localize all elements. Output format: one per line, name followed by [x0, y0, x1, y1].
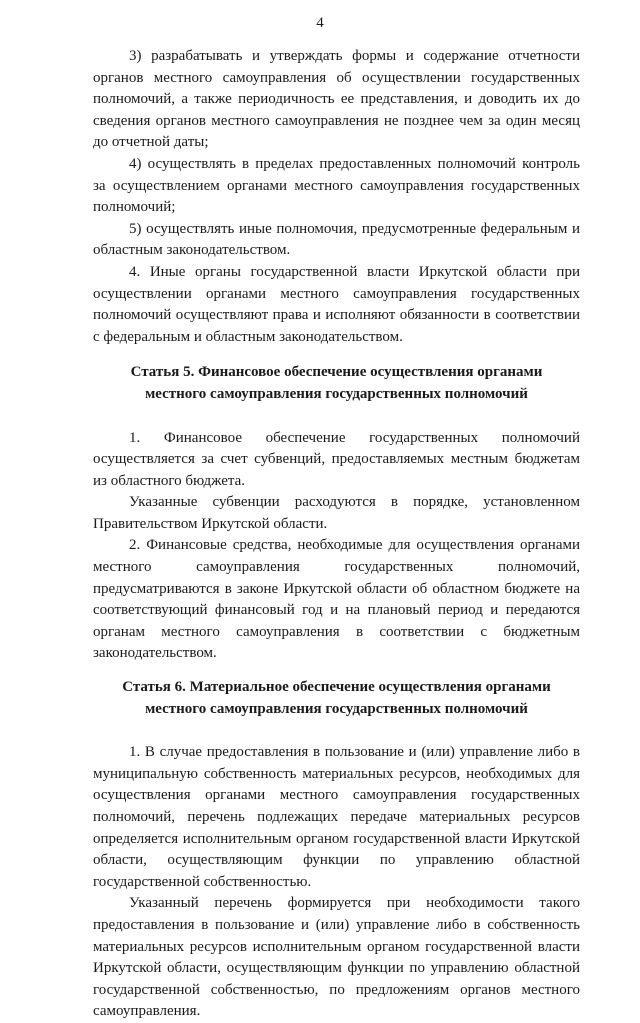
paragraph-section-4-other-bodies: 4. Иные органы государственной власти Иркутской области при осуществлении органами местного самоуправления государственных полномочий осуществляют права и исполняют обязанности в соответствии с федеральным и областным законодательством. — [93, 263, 580, 345]
article-5-heading: Статья 5. Финансовое обеспечение осуществления органами местного самоуправления государственных полномочий — [130, 364, 543, 402]
paragraph-article-5-point-1: 1. Финансовое обеспечение государственных полномочий осуществляется за счет субвенций, предоставляемых местным бюджетам из областного бюджета. — [93, 429, 580, 489]
paragraph-article-5-subventions: Указанные субвенции расходуются в порядке, установленном Правительством Иркутской области. — [93, 494, 580, 532]
article-6-heading: Статья 6. Материальное обеспечение осуществления органами местного самоуправления государственных полномочий — [122, 679, 551, 717]
paragraph-item-4-control: 4) осуществлять в пределах предоставленных полномочий контроль за осуществлением органами местного самоуправления государственных полномочий; — [93, 155, 580, 216]
paragraph-item-3-reporting-forms: 3) разрабатывать и утверждать формы и содержание отчетности органов местного самоуправления об осуществлении государственных полномочий, а также периодичность ее представления, и доводить их до сведения органов местного самоуправления не позднее чем за один месяц до отчетной даты; — [93, 48, 580, 151]
page-number: 4 — [316, 15, 324, 31]
paragraph-article-5-point-2: 2. Финансовые средства, необходимые для осуществления органами местного самоуправления государственных полномочий, предусматриваются в законе Иркутской области об областном бюджете на соответствующий финансовый год и на плановый период и передаются органам местного самоуправления в соответствии с бюджетным законодательством. — [93, 537, 580, 662]
paragraph-article-6-list: Указанный перечень формируется при необходимости такого предоставления в пользование и (или) управление либо в собственность материальных ресурсов исполнительным органом государственной власти Иркутской области, осуществляющим функции по управлению областной государственной собственностью, по предложениям органов местного самоуправления. — [93, 895, 580, 1020]
paragraph-item-5-other-powers: 5) осуществлять иные полномочия, предусмотренные федеральным и областным законодательством. — [93, 220, 580, 259]
paragraph-article-6-point-1: 1. В случае предоставления в пользование и (или) управление либо в муниципальную собственность материальных ресурсов, необходимых для осуществления органами местного самоуправления государственных полномочий, перечень подлежащих передаче материальных ресурсов определяется исполнительным органом государственной власти Иркутской области, осуществляющим функции по управлению областной государственной собственностью. — [93, 744, 580, 890]
document-body — [93, 46, 580, 1023]
